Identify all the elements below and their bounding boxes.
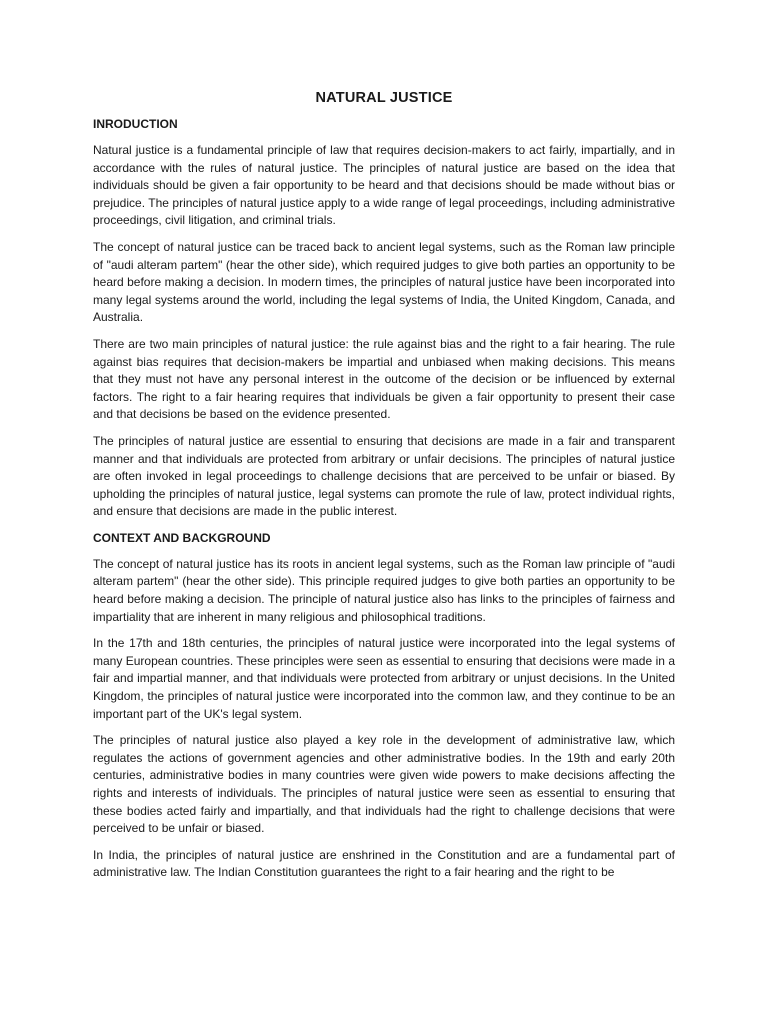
section-introduction [93,116,675,521]
paragraph: The concept of natural justice has its roots in ancient legal systems, such as the Roman law principle of "audi alteram partem" (hear the other side). This principle required judges to give both parties an opportunity to be heard before making a decision. The principle of natural justice also has links to the principles of fairness and impartiality that are inherent in many religious and philosophical traditions. [93,556,675,624]
paragraph: In the 17th and 18th centuries, the principles of natural justice were incorporated into the legal systems of many European countries. These principles were seen as essential to ensuring that decisions were made in a fair and impartial manner, and that individuals were protected from arbitrary or unjust decisions. In the United Kingdom, the principles of natural justice were incorporated into the common law, and they continue to be an important part of the UK's legal system. [93,636,675,721]
paragraph: Natural justice is a fundamental principle of law that requires decision-makers to act fairly, impartially, and in accordance with the rules of natural justice. The principles of natural justice are based on the idea that individuals should be given a fair opportunity to be heard and that decisions should be made without bias or prejudice. The principles of natural justice apply to a wide range of legal proceedings, including administrative proceedings, civil litigation, and criminal trials. [93,143,675,228]
paragraph: The principles of natural justice are essential to ensuring that decisions are made in a fair and transparent manner and that individuals are protected from arbitrary or unfair decisions. The principles of natural justice are often invoked in legal proceedings to challenge decisions that are perceived to be unfair or biased. By upholding the principles of natural justice, legal systems can promote the rule of law, protect individual rights, and ensure that decisions are made in the public interest. [93,433,675,519]
paragraph: The principles of natural justice also played a key role in the development of administrative law, which regulates the actions of government agencies and other administrative bodies. In the 19th and early 20th centuries, administrative bodies in many countries were given wide powers to make decisions affecting the rights and interests of individuals. The principles of natural justice were seen as essential to ensuring that these bodies acted fairly and impartially, and that individuals had the right to challenge decisions that were perceived to be unfair or biased. [93,733,675,836]
section-heading-introduction: INRODUCTION [93,117,178,131]
document-title: NATURAL JUSTICE [315,90,453,106]
paragraph: The concept of natural justice can be traced back to ancient legal systems, such as the Roman law principle of "audi alteram partem" (hear the other side), which required judges to give both parties an opportunity to be heard before making a decision. In modern times, the principles of natural justice have been incorporated into many legal systems around the world, including the legal systems of India, the United Kingdom, Canada, and Australia. [93,239,675,325]
section-context-background [93,530,675,882]
paragraph: There are two main principles of natural justice: the rule against bias and the right to a fair hearing. The rule against bias requires that decision-makers be impartial and unbiased when making decisions. This means that they must not have any personal interest in the outcome of the decision or be influenced by external factors. The right to a fair hearing requires that individuals be given a fair opportunity to present their case and that decisions be based on the evidence presented. [93,336,675,422]
section-heading-context-background: CONTEXT AND BACKGROUND [93,530,271,545]
document-page [93,88,675,891]
paragraph: In India, the principles of natural justice are enshrined in the Constitution and are a fundamental part of administrative law. The Indian Constitution guarantees the right to a fair hearing and the right to be [93,847,675,880]
